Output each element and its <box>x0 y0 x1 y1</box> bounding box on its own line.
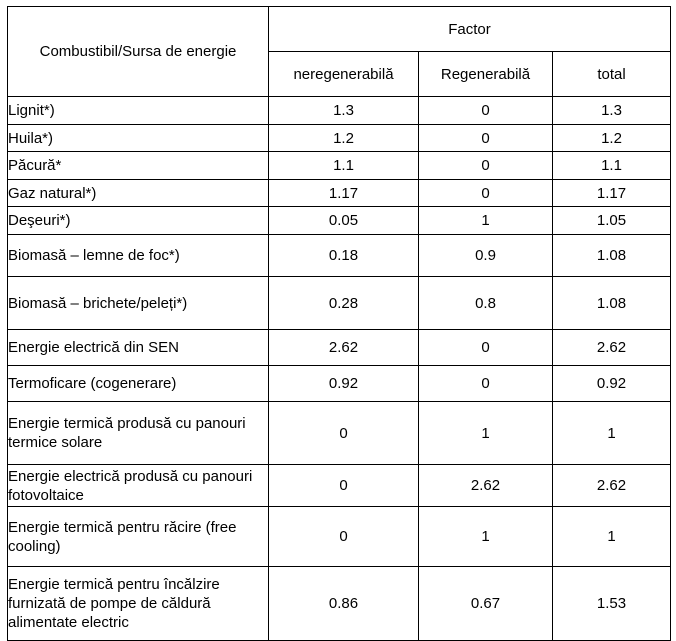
row-label: Energie electrică produsă cu panouri fotovoltaice <box>8 465 269 507</box>
row-label: Termoficare (cogenerare) <box>8 366 269 402</box>
cell-renewable: 2.62 <box>419 465 553 507</box>
column-header-factor-group: Factor <box>269 7 671 52</box>
energy-factor-table <box>7 6 671 641</box>
cell-nonrenewable: 0 <box>269 402 419 465</box>
table-row <box>8 366 671 402</box>
table-row <box>8 507 671 567</box>
cell-total: 1 <box>553 507 671 567</box>
cell-total: 1 <box>553 402 671 465</box>
row-label: Energie termică produsă cu panouri termice solare <box>8 402 269 465</box>
table-row <box>8 277 671 330</box>
cell-renewable: 0 <box>419 125 553 152</box>
column-header-nonrenewable: neregenerabilă <box>269 52 419 97</box>
cell-nonrenewable: 1.3 <box>269 97 419 125</box>
cell-total: 1.17 <box>553 180 671 207</box>
cell-total: 1.53 <box>553 567 671 641</box>
column-header-total: total <box>553 52 671 97</box>
table-row <box>8 180 671 207</box>
cell-renewable: 0 <box>419 152 553 180</box>
column-header-renewable: Regenerabilă <box>419 52 553 97</box>
cell-renewable: 0.9 <box>419 235 553 277</box>
cell-total: 1.05 <box>553 207 671 235</box>
table-row <box>8 97 671 125</box>
table-row <box>8 235 671 277</box>
cell-renewable: 1 <box>419 207 553 235</box>
cell-total: 1.2 <box>553 125 671 152</box>
cell-nonrenewable: 0.18 <box>269 235 419 277</box>
cell-nonrenewable: 0.86 <box>269 567 419 641</box>
row-label: Deşeuri*) <box>8 207 269 235</box>
header-row-group <box>8 7 671 52</box>
cell-renewable: 0 <box>419 366 553 402</box>
row-label: Energie termică pentru încălzire furnizată de pompe de căldură alimentate electric <box>8 567 269 641</box>
table-header <box>8 7 671 97</box>
row-label: Energie electrică din SEN <box>8 330 269 366</box>
cell-nonrenewable: 1.2 <box>269 125 419 152</box>
cell-renewable: 0.67 <box>419 567 553 641</box>
table-row <box>8 402 671 465</box>
cell-nonrenewable: 0 <box>269 507 419 567</box>
cell-nonrenewable: 0.28 <box>269 277 419 330</box>
row-label: Păcură* <box>8 152 269 180</box>
table-row <box>8 207 671 235</box>
cell-nonrenewable: 0.05 <box>269 207 419 235</box>
cell-renewable: 0 <box>419 180 553 207</box>
row-label: Huila*) <box>8 125 269 152</box>
cell-nonrenewable: 2.62 <box>269 330 419 366</box>
cell-total: 2.62 <box>553 330 671 366</box>
cell-total: 1.3 <box>553 97 671 125</box>
cell-nonrenewable: 1.17 <box>269 180 419 207</box>
cell-renewable: 1 <box>419 507 553 567</box>
cell-nonrenewable: 1.1 <box>269 152 419 180</box>
cell-total: 1.08 <box>553 235 671 277</box>
cell-nonrenewable: 0 <box>269 465 419 507</box>
row-label: Gaz natural*) <box>8 180 269 207</box>
table-row <box>8 152 671 180</box>
table-body <box>8 97 671 641</box>
table-row <box>8 125 671 152</box>
row-label: Biomasă – lemne de foc*) <box>8 235 269 277</box>
cell-renewable: 1 <box>419 402 553 465</box>
row-label: Energie termică pentru răcire (free cooling) <box>8 507 269 567</box>
table-row <box>8 330 671 366</box>
table-row <box>8 465 671 507</box>
cell-renewable: 0 <box>419 330 553 366</box>
cell-total: 2.62 <box>553 465 671 507</box>
cell-renewable: 0 <box>419 97 553 125</box>
cell-total: 1.08 <box>553 277 671 330</box>
cell-total: 1.1 <box>553 152 671 180</box>
cell-nonrenewable: 0.92 <box>269 366 419 402</box>
column-header-fuel-source: Combustibil/Sursa de energie <box>8 7 269 97</box>
cell-total: 0.92 <box>553 366 671 402</box>
table-row <box>8 567 671 641</box>
row-label: Biomasă – brichete/peleți*) <box>8 277 269 330</box>
row-label: Lignit*) <box>8 97 269 125</box>
cell-renewable: 0.8 <box>419 277 553 330</box>
